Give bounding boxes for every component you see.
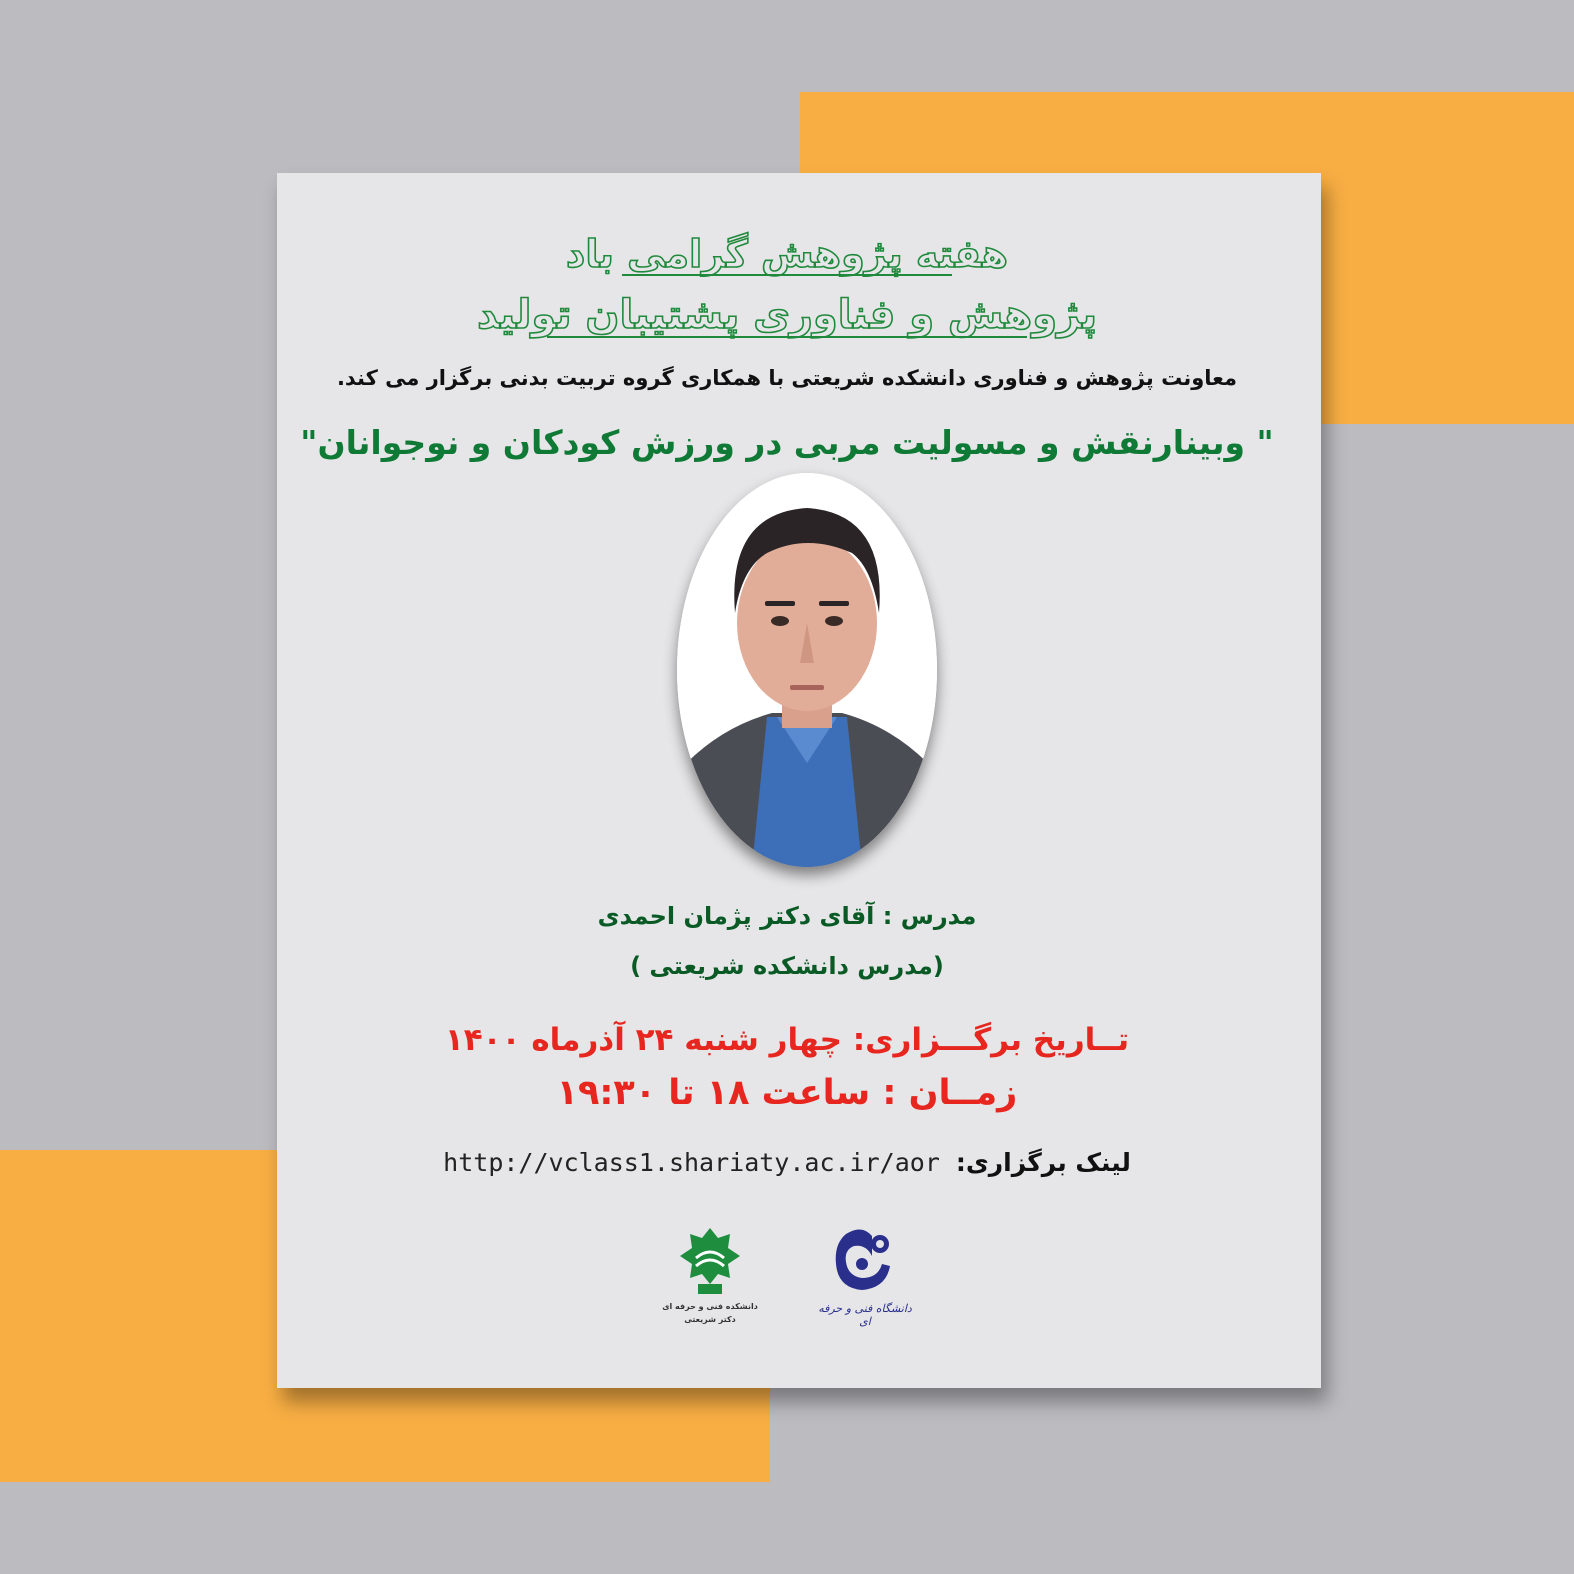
event-link-label: لینک برگزاری: [955,1148,1131,1177]
shariaty-emblem-icon [678,1228,742,1296]
instructor-name: مدرس : آقای دکتر پژمان احمدی [597,902,977,930]
event-date: تــاریخ برگـــزاری: چهار شنبه ۲۴ آذرماه ۱۴۰۰ [444,1022,1130,1058]
event-link-row [0,1148,1574,1177]
organizer-statement: معاونت پژوهش و فناوری دانشکده شریعتی با همکاری گروه تربیت بدنی برگزار می کند. [336,366,1238,390]
tvu-logo [815,1226,915,1328]
webinar-title: " وبینارنقش و مسولیت مربی در ورزش کودکان و نوجوانان" [300,423,1274,462]
instructor-affiliation: (مدرس دانشکده شریعتی ) [630,952,944,980]
event-link-url[interactable]: http://vclass1.shariaty.ac.ir/aor [443,1148,940,1177]
shariaty-logo-caption-1: دانشکده فنی و حرفه ای [662,1302,758,1311]
tvu-logo-caption: دانشگاه فنی و حرفه ای [818,1302,912,1328]
instructor-photo [677,473,937,867]
shariaty-college-logo [660,1228,760,1326]
portrait-illustration [677,473,937,867]
slogan-research-production: پژوهش و فناوری پشتیبان تولید [0,292,1574,338]
tvu-emblem-icon [832,1226,898,1296]
shariaty-logo-caption-2: دکتر شریعتی [684,1315,736,1324]
slogan-research-week: هفته پژوهش گرامی باد [0,232,1574,276]
event-time: زمــان : ساعت ۱۸ تا ۱۹:۳۰ [556,1073,1018,1113]
